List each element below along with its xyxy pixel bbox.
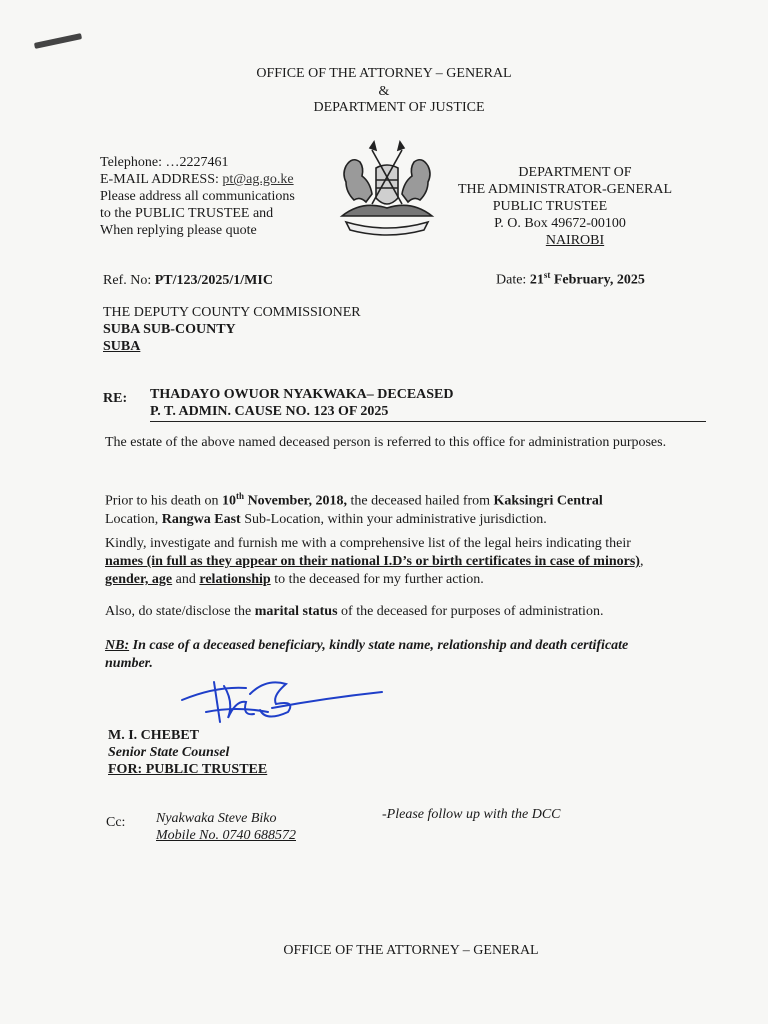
telephone: Telephone: …2227461	[100, 155, 229, 170]
handwritten-signature	[176, 672, 388, 732]
contact-note: to the PUBLIC TRUSTEE and	[100, 206, 274, 221]
coat-of-arms-emblem	[332, 138, 442, 236]
contact-block	[100, 154, 295, 239]
recipient-line: SUBA	[103, 339, 141, 354]
paragraph-1: The estate of the above named deceased person is referred to this office for administration purposes.	[105, 435, 667, 450]
recipient-line: THE DEPUTY COUNTY COMMISSIONER	[103, 305, 361, 320]
header-line3: DEPARTMENT OF JUSTICE	[313, 100, 485, 115]
footer-office: OFFICE OF THE ATTORNEY – GENERAL	[283, 943, 539, 958]
cc-recipient: Nyakwaka Steve Biko Mobile No. 0740 688572	[156, 811, 296, 843]
department-city: NAIROBI	[545, 233, 605, 248]
re-subject: THADAYO OWUOR NYAKWAKA– DECEASED	[150, 387, 454, 402]
recipient-address	[103, 304, 361, 355]
department-block	[440, 164, 690, 249]
nb-note: NB: In case of a deceased beneficiary, kindly state name, relationship and death certificate number.	[105, 638, 629, 671]
re-label: RE:	[103, 391, 128, 406]
letter-date: Date: 21st February, 2025	[496, 270, 645, 288]
reference-number: Ref. No: PT/123/2025/1/MIC	[103, 273, 273, 288]
header-ampersand: &	[378, 84, 390, 99]
recipient-line: SUBA SUB-COUNTY	[103, 322, 236, 337]
email-link[interactable]: pt@ag.go.ke	[222, 172, 294, 187]
contact-note: When replying please quote	[100, 223, 257, 238]
email-line: E-MAIL ADDRESS: pt@ag.go.ke	[100, 172, 294, 187]
contact-note: Please address all communications	[100, 189, 295, 204]
paragraph-4: Also, do state/disclose the marital status of the deceased for purposes of administration.	[105, 604, 604, 619]
re-cause-number: P. T. ADMIN. CAUSE NO. 123 OF 2025	[150, 403, 706, 422]
department-line: DEPARTMENT OF	[518, 165, 632, 180]
signatory-name: M. I. CHEBET	[108, 728, 200, 743]
paragraph-3: Kindly, investigate and furnish me with a comprehensive list of the legal heirs indicating their names (in full as they appear on their national I.D’s or birth certificates in case of minors), gender, age and relationship to the deceased for my further action.	[105, 536, 644, 587]
signature-block	[108, 727, 267, 778]
signatory-for: FOR: PUBLIC TRUSTEE	[108, 762, 268, 777]
cc-note: -Please follow up with the DCC	[382, 807, 561, 822]
department-line: PUBLIC TRUSTEE	[492, 199, 608, 214]
cc-label: Cc:	[106, 815, 126, 830]
header-line1: OFFICE OF THE ATTORNEY – GENERAL	[256, 66, 512, 81]
department-line: P. O. Box 49672-00100	[494, 216, 626, 231]
department-line: THE ADMINISTRATOR-GENERAL	[457, 182, 672, 197]
signatory-title: Senior State Counsel	[108, 745, 230, 760]
paragraph-2: Prior to his death on 10th November, 2018, the deceased hailed from Kaksingri Central Location, Rangwa East Sub-Location, within your administrative jurisdiction.	[105, 491, 603, 527]
pen-mark	[34, 33, 82, 49]
